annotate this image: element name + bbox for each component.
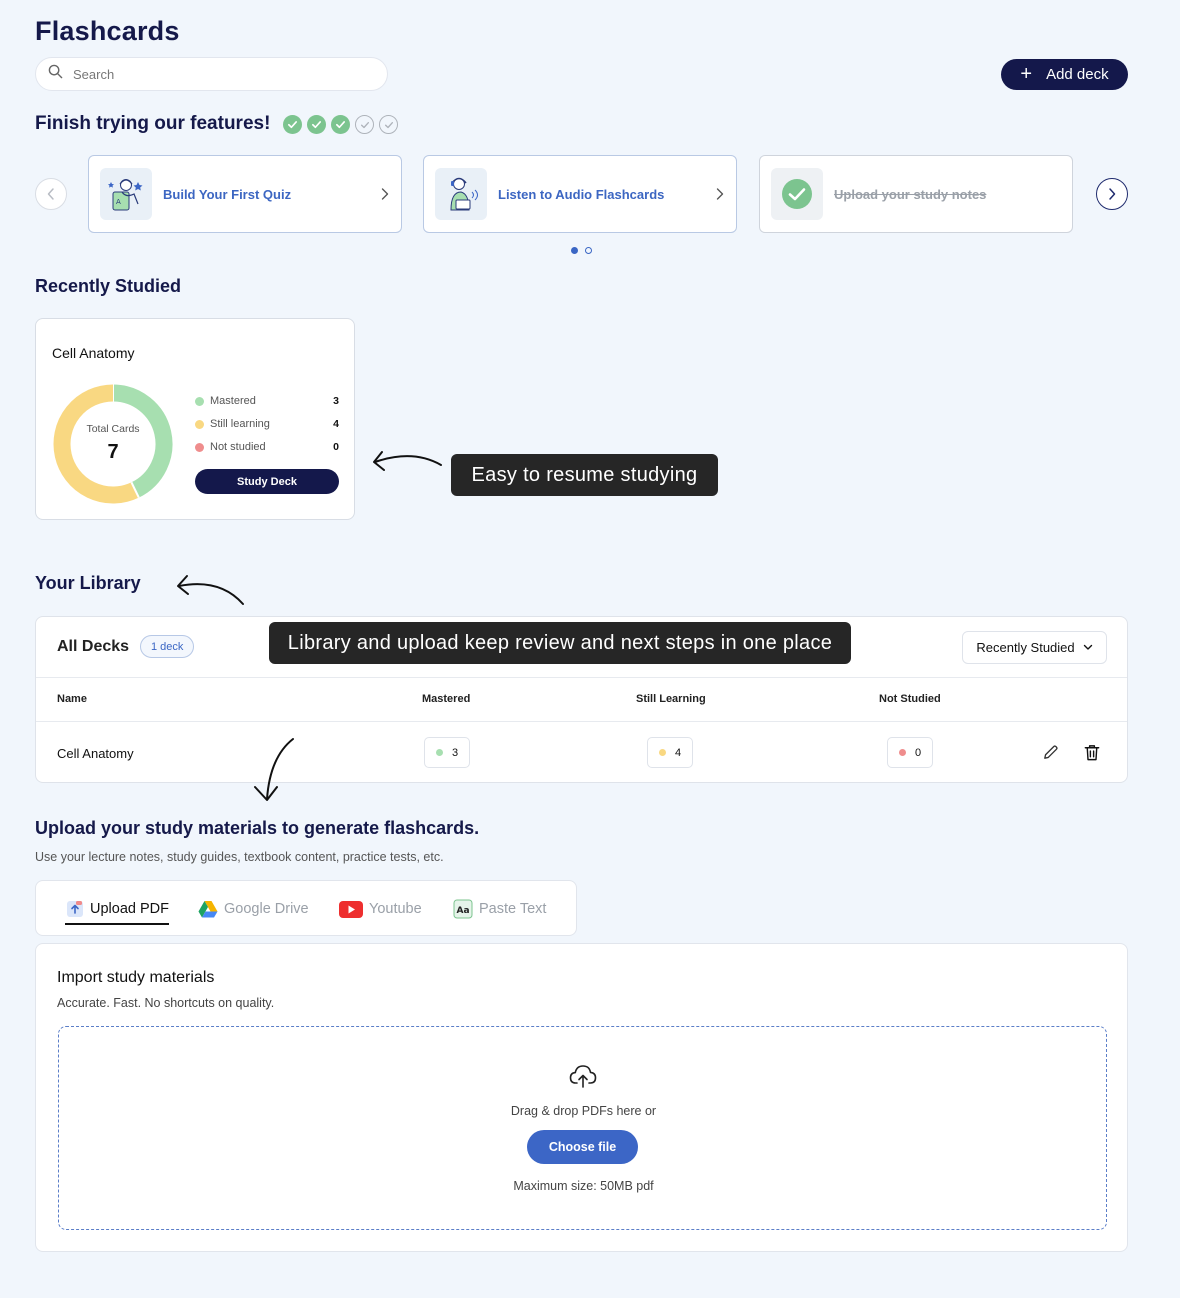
carousel-next-button[interactable] xyxy=(1096,178,1128,210)
divider xyxy=(36,677,1127,678)
not-studied-count-pill: 0 xyxy=(887,737,933,768)
deck-name-cell[interactable]: Cell Anatomy xyxy=(57,746,134,761)
pagination-dot[interactable] xyxy=(585,247,592,254)
sort-label: Recently Studied xyxy=(976,640,1075,655)
plus-icon: + xyxy=(1020,62,1033,85)
youtube-icon xyxy=(339,901,363,918)
chevron-right-icon xyxy=(381,187,389,201)
arrow-annotation-icon xyxy=(368,445,446,479)
total-cards-label: Total Cards xyxy=(86,423,140,435)
active-tab-indicator xyxy=(65,923,169,925)
check-incomplete-icon xyxy=(355,115,374,134)
svg-text:Aa: Aa xyxy=(456,906,470,916)
all-decks-label: All Decks xyxy=(57,638,130,655)
page-title: Flashcards xyxy=(35,16,180,46)
column-header-not-studied: Not Studied xyxy=(879,693,941,705)
check-complete-icon xyxy=(307,115,326,134)
audio-illustration-icon xyxy=(435,168,487,220)
carousel-prev-button[interactable] xyxy=(35,178,67,210)
carousel-pagination xyxy=(571,247,592,254)
learning-count-pill: 4 xyxy=(647,737,693,768)
feature-card-label: Listen to Audio Flashcards xyxy=(498,186,665,202)
not-studied-swatch xyxy=(195,443,204,452)
chevron-right-icon xyxy=(716,187,724,201)
chevron-right-icon xyxy=(1107,187,1117,201)
cloud-upload-icon xyxy=(569,1063,597,1089)
sort-dropdown[interactable] xyxy=(962,631,1107,664)
column-header-name: Name xyxy=(57,693,87,705)
recent-deck-card xyxy=(35,318,355,520)
check-incomplete-icon xyxy=(379,115,398,134)
mastered-count-pill: 3 xyxy=(424,737,470,768)
legend-mastered: Mastered 3 xyxy=(195,395,339,407)
study-deck-button[interactable]: Study Deck xyxy=(195,469,339,494)
divider xyxy=(36,721,1127,722)
google-drive-icon xyxy=(198,900,218,918)
mastered-swatch xyxy=(195,397,204,406)
library-title: Your Library xyxy=(35,573,141,593)
arrow-annotation-icon xyxy=(172,568,248,608)
max-size-note: Maximum size: 50MB pdf xyxy=(513,1179,654,1193)
trash-icon[interactable] xyxy=(1083,743,1101,762)
paste-text-icon xyxy=(453,899,473,919)
tooltip-library: Library and upload keep review and next steps in one place xyxy=(269,622,851,664)
tab-upload-pdf[interactable]: Upload PDF xyxy=(66,881,169,937)
legend-not-studied: Not studied 0 xyxy=(195,441,339,453)
search-input[interactable] xyxy=(73,67,353,82)
search-icon xyxy=(48,64,63,84)
svg-text:A: A xyxy=(116,198,121,206)
quiz-illustration-icon xyxy=(100,168,152,220)
tab-paste-text[interactable]: Aa Paste Text xyxy=(453,881,546,937)
column-header-still-learning: Still Learning xyxy=(636,693,706,705)
chevron-left-icon xyxy=(46,187,56,201)
upload-pdf-icon xyxy=(66,900,84,918)
pdf-dropzone[interactable] xyxy=(58,1026,1107,1230)
feature-card-build-quiz[interactable] xyxy=(88,155,402,233)
check-complete-icon xyxy=(331,115,350,134)
legend-still-learning: Still learning 4 xyxy=(195,418,339,430)
import-subtitle: Accurate. Fast. No shortcuts on quality. xyxy=(57,996,275,1010)
choose-file-button[interactable]: Choose file xyxy=(527,1130,638,1164)
search-bar[interactable] xyxy=(35,57,388,91)
import-card xyxy=(35,943,1128,1252)
chevron-down-icon xyxy=(1083,644,1093,651)
feature-card-upload-notes[interactable] xyxy=(759,155,1073,233)
learning-swatch xyxy=(195,420,204,429)
column-header-mastered: Mastered xyxy=(422,693,471,705)
import-title: Import study materials xyxy=(57,969,215,986)
check-complete-icon xyxy=(283,115,302,134)
add-deck-label: Add deck xyxy=(1046,66,1109,83)
check-circle-icon xyxy=(771,168,823,220)
tooltip-resume: Easy to resume studying xyxy=(451,454,718,496)
total-cards-count: 7 xyxy=(107,441,119,463)
recently-studied-title: Recently Studied xyxy=(35,276,182,296)
add-deck-button[interactable] xyxy=(1001,59,1128,90)
feature-progress xyxy=(283,115,398,134)
feature-card-label: Upload your study notes xyxy=(834,186,987,202)
arrow-annotation-icon xyxy=(250,735,300,805)
tab-google-drive[interactable]: Google Drive xyxy=(198,881,309,937)
pagination-dot-active[interactable] xyxy=(571,247,578,254)
upload-title: Upload your study materials to generate flashcards. xyxy=(35,818,480,838)
feature-card-audio-flashcards[interactable] xyxy=(423,155,737,233)
edit-pencil-icon[interactable] xyxy=(1041,743,1060,762)
drop-instructions: Drag & drop PDFs here or xyxy=(510,1104,657,1118)
deck-name: Cell Anatomy xyxy=(52,345,135,361)
upload-source-tabs xyxy=(35,880,577,936)
features-title: Finish trying our features! xyxy=(35,113,271,134)
upload-subtitle: Use your lecture notes, study guides, textbook content, practice tests, etc. xyxy=(35,850,444,864)
feature-card-label: Build Your First Quiz xyxy=(163,186,292,202)
tab-youtube[interactable]: Youtube xyxy=(339,881,422,937)
deck-count-badge: 1 deck xyxy=(140,635,194,658)
